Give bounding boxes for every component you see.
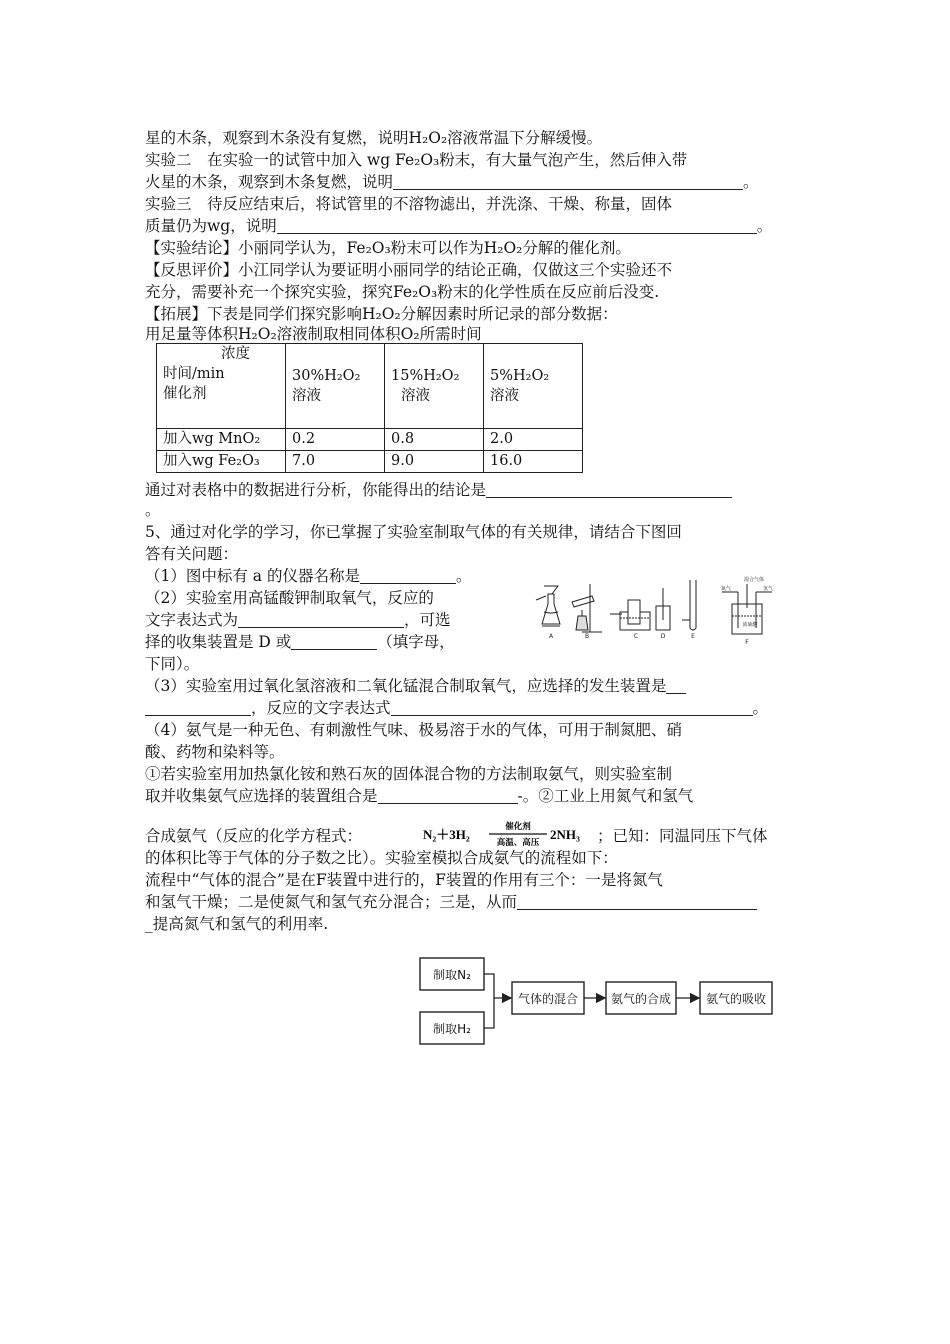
answer-blank[interactable] [238,612,404,628]
text-line: 文字表达式为 ，可选 [145,611,451,629]
text-line: 合成氨气（反应的化学方程式： [145,827,363,845]
text-line: 火星的木条，观察到木条复燃，说明 。 [145,173,759,191]
table-cell: 9.0 [385,451,484,473]
flow-label-mix: 气体的混合 [517,992,579,1006]
text-line: （2）实验室用高锰酸钾制取氧气，反应的 [145,589,434,607]
text-line: 酸、药物和染料等。 [145,743,285,761]
row-label: 加入wg Fe₂O₃ [157,451,286,473]
table-header-5: 5%H₂O₂ 溶液 [484,344,583,429]
table-header-15: 15%H₂O₂ 溶液 [385,344,484,429]
text-line: ，反应的文字表达式 。 [145,698,768,718]
apparatus-label: C [633,633,639,640]
ammonia-equation [423,819,607,849]
f-label-top: 混合气体 [743,577,765,583]
table-header-30: 30%H₂O₂ 溶液 [286,344,385,429]
apparatus-a [536,586,560,626]
text-line: 实验三 待反应结束后，将试管里的不溶物滤出，并洗涤、干燥、称量，固体 [145,195,673,213]
text-line: 和氢气干燥；二是使氮气和氢气充分混合；三是，从而 [145,892,757,912]
text-line: （3）实验室用过氧化氢溶液和二氧化锰混合制取氧气，应选择的发生装置是 [145,676,686,696]
equation-left: N₂＋3H₂ [423,827,470,842]
table-cell: 0.8 [385,429,484,451]
row-label: 加入wg MnO₂ [157,429,286,451]
table-cell: 16.0 [484,451,583,473]
text-line: （1）图中标有 a 的仪器名称是 。 [145,567,472,585]
text-line: 质量仍为wg，说明 。 [145,217,773,235]
text-line: 流程中“气体的混合”是在F装置中进行的，F装置的作用有三个：一是将氮气 [145,871,663,889]
apparatus-figure [532,574,824,662]
text-line: ；已知：同温同压下气体 [597,827,768,845]
text-line: 【拓展】下表是同学们探究影响H₂O₂分解因素时所记录的部分数据： [145,305,618,323]
table-cell: 0.2 [286,429,385,451]
answer-blank[interactable] [145,700,251,716]
text-line: 的体积比等于气体的分子数之比）。实验室模拟合成氨气的流程如下： [145,849,618,867]
text-line: 星的木条，观察到木条没有复燃，说明H₂O₂溶液常温下分解缓慢。 [145,129,603,147]
text-line: 。 [145,501,161,519]
apparatus-c [610,600,650,630]
flow-label-h2: 制取H₂ [433,1022,471,1036]
answer-blank[interactable] [291,634,377,650]
text-line: 【实验结论】小丽同学认为，Fe₂O₃粉末可以作为H₂O₂分解的催化剂。 [145,239,631,257]
text-line: 【反思评价】小江同学认为要证明小丽同学的结论正确，仅做这三个实验还不 [145,261,673,279]
text-line: 通过对表格中的数据进行分析，你能得出的结论是 [145,480,732,500]
h2o2-table [156,343,583,473]
text-line: ①若实验室用加热氯化铵和熟石灰的固体混合物的方法制取氨气，则实验室制 [145,765,673,783]
equation-condition-top: 催化剂 [505,822,531,832]
apparatus-d [656,588,670,630]
f-label-left: 氮气 [720,586,732,592]
flow-label-absorption: 氨气的吸收 [705,992,767,1006]
table-row [157,451,583,473]
table-row [157,429,583,451]
answer-blank[interactable] [391,700,753,716]
flow-label-synthesis: 氨气的合成 [610,992,672,1006]
answer-blank[interactable] [517,894,757,910]
answer-blank[interactable] [486,482,732,498]
text-line: _提高氮气和氢气的利用率. [145,915,329,933]
apparatus-b [572,584,602,632]
apparatus-label: B [584,633,590,640]
question-5-title: 5、通过对化学的学习，你已掌握了实验室制取气体的有关规律，请结合下图回 [145,523,682,541]
apparatus-label: E [691,633,695,640]
ammonia-flow-diagram [416,950,786,1050]
answer-blank[interactable] [378,788,518,804]
table-corner-cell: 浓度 时间/min 催化剂 [157,344,286,429]
f-label-bottom: 浓硫酸 [742,622,758,628]
apparatus-label: D [660,633,666,640]
text-line: 实验二 在实验一的试管中加入 wg Fe₂O₃粉末，有大量气泡产生，然后伸入带 [145,151,688,169]
text-line: 充分，需要补充一个探究实验，探究Fe₂O₃粉末的化学性质在反应前后没变. [145,283,660,301]
table-cell: 7.0 [286,451,385,473]
text-line: 答有关问题： [145,545,239,563]
answer-blank[interactable] [393,174,743,190]
text-line: 下同）。 [145,655,200,673]
answer-blank[interactable] [666,678,686,694]
text-line: （4）氨气是一种无色、有刺激性气味、极易溶于水的气体，可用于制氮肥、硝 [145,721,682,739]
equation-condition-bottom: 高温、高压 [496,838,540,848]
answer-blank[interactable] [360,568,456,584]
text-line: 择的收集装置是 D 或 （填字母， [145,633,455,651]
table-cell: 2.0 [484,429,583,451]
table-caption: 用足量等体积H₂O₂溶液制取相同体积O₂所需时间 [145,325,482,343]
answer-blank[interactable] [277,218,757,234]
apparatus-label: F [745,639,749,646]
apparatus-e [682,580,696,630]
apparatus-label: A [548,633,554,640]
text-line: 取并收集氨气应选择的装置组合是 -。②工业上用氮气和氢气 [145,787,694,805]
f-label-right: 氢气 [762,586,774,592]
flow-label-n2: 制取N₂ [433,968,471,982]
equation-right: 2NH₃ [550,827,580,842]
